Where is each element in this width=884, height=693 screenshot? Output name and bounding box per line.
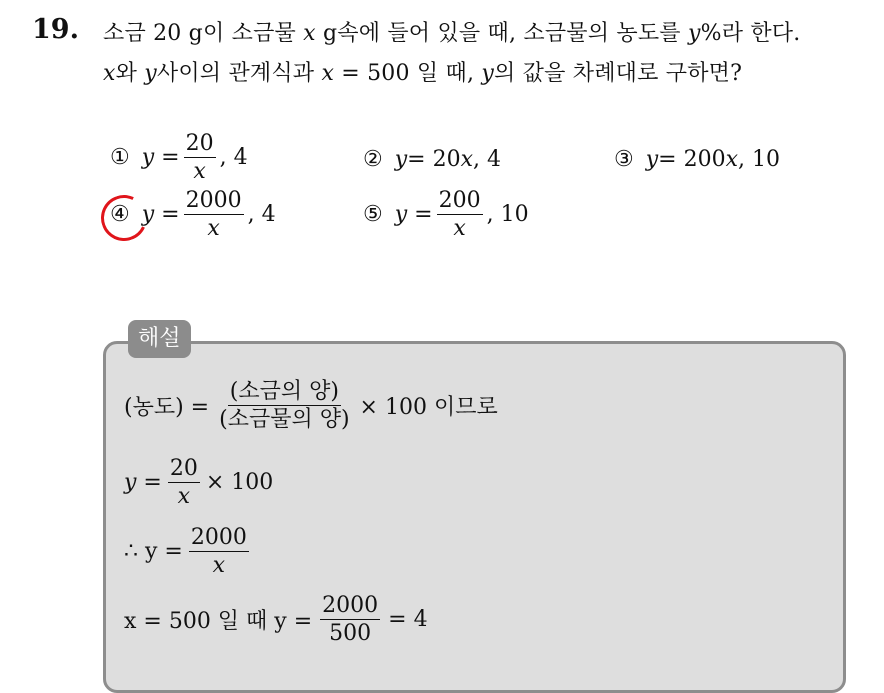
fraction-denominator: x bbox=[193, 159, 206, 185]
solution-text: x = 500 일 때 y = bbox=[124, 609, 313, 635]
option-lhs: y = bbox=[141, 145, 180, 171]
solution-tag: 해설 bbox=[128, 320, 191, 358]
option-lhs: y = bbox=[394, 202, 433, 228]
solution-fraction bbox=[168, 457, 200, 508]
fraction-denominator: x bbox=[212, 553, 226, 579]
solution-fraction bbox=[320, 594, 380, 645]
fraction-denominator: 500 bbox=[329, 621, 372, 647]
fraction-denominator: (소금물의 양) bbox=[219, 407, 350, 433]
question-text: %라 한다. bbox=[700, 21, 801, 46]
fraction-numerator: 2000 bbox=[320, 594, 380, 620]
option-mark: ③ bbox=[614, 147, 634, 172]
solution-line-3 bbox=[124, 526, 255, 577]
option-tail: , 4 bbox=[219, 145, 248, 171]
var-x: x bbox=[103, 61, 116, 86]
question-line-1 bbox=[103, 16, 800, 47]
fraction-numerator: 200 bbox=[437, 189, 483, 215]
question-number: 19. bbox=[32, 14, 79, 45]
fraction-numerator: (소금의 양) bbox=[228, 380, 341, 406]
var-y: y bbox=[687, 21, 701, 46]
question-text: g속에 들어 있을 때, 소금물의 농도를 bbox=[315, 21, 688, 46]
question-text: 와 bbox=[115, 61, 145, 86]
option-mark: ⑤ bbox=[363, 202, 383, 228]
option-mark: ④ bbox=[110, 202, 130, 228]
option-var: y bbox=[645, 147, 659, 172]
option-expr: = 20 bbox=[407, 147, 461, 172]
fraction-denominator: x bbox=[177, 484, 191, 510]
fraction-denominator: x bbox=[453, 216, 466, 242]
option-lhs: y = bbox=[141, 202, 180, 228]
option-2[interactable] bbox=[363, 147, 501, 172]
option-tail: , 10 bbox=[738, 147, 780, 172]
option-expr: = 200 bbox=[658, 147, 726, 172]
fraction-denominator: x bbox=[207, 216, 220, 242]
var-y: y bbox=[144, 61, 157, 86]
solution-text: (농도) = bbox=[124, 395, 210, 421]
option-mark: ① bbox=[110, 145, 130, 171]
option-fraction bbox=[437, 189, 483, 240]
option-1[interactable] bbox=[110, 132, 248, 183]
option-tail: , 4 bbox=[247, 202, 276, 228]
fraction-numerator: 2000 bbox=[189, 526, 249, 552]
question-line-2 bbox=[103, 56, 742, 87]
fraction-numerator: 20 bbox=[168, 457, 200, 483]
option-5[interactable] bbox=[363, 189, 529, 240]
option-var: y bbox=[394, 147, 408, 172]
solution-line-1 bbox=[124, 380, 498, 431]
solution-fraction bbox=[189, 526, 249, 577]
solution-line-2 bbox=[124, 457, 273, 508]
option-mark: ② bbox=[363, 147, 383, 172]
solution-text: × 100 이므로 bbox=[359, 395, 498, 421]
var-y: y bbox=[481, 61, 495, 86]
var-x: x bbox=[303, 21, 316, 46]
solution-line-4 bbox=[124, 594, 428, 645]
solution-text: y = bbox=[124, 470, 162, 496]
var-x: x bbox=[321, 61, 335, 86]
option-3[interactable] bbox=[614, 147, 780, 172]
question-text: 의 값을 차례대로 구하면? bbox=[494, 61, 743, 86]
question-text: 사이의 관계식과 bbox=[156, 61, 322, 86]
solution-text: = 4 bbox=[388, 607, 428, 633]
solution-text: × 100 bbox=[205, 470, 274, 496]
option-tail: , 4 bbox=[473, 147, 501, 172]
option-fraction bbox=[184, 189, 244, 240]
fraction-numerator: 20 bbox=[184, 132, 216, 158]
option-var: x bbox=[460, 147, 474, 172]
solution-text: ∴ y = bbox=[124, 539, 183, 565]
question-text: = 500 일 때, bbox=[334, 61, 482, 86]
solution-fraction bbox=[217, 380, 351, 431]
option-fraction bbox=[184, 132, 216, 183]
question-text: 소금 20 g이 소금물 bbox=[103, 21, 304, 46]
option-tail: , 10 bbox=[486, 202, 529, 228]
fraction-numerator: 2000 bbox=[184, 189, 244, 215]
option-var: x bbox=[725, 147, 739, 172]
